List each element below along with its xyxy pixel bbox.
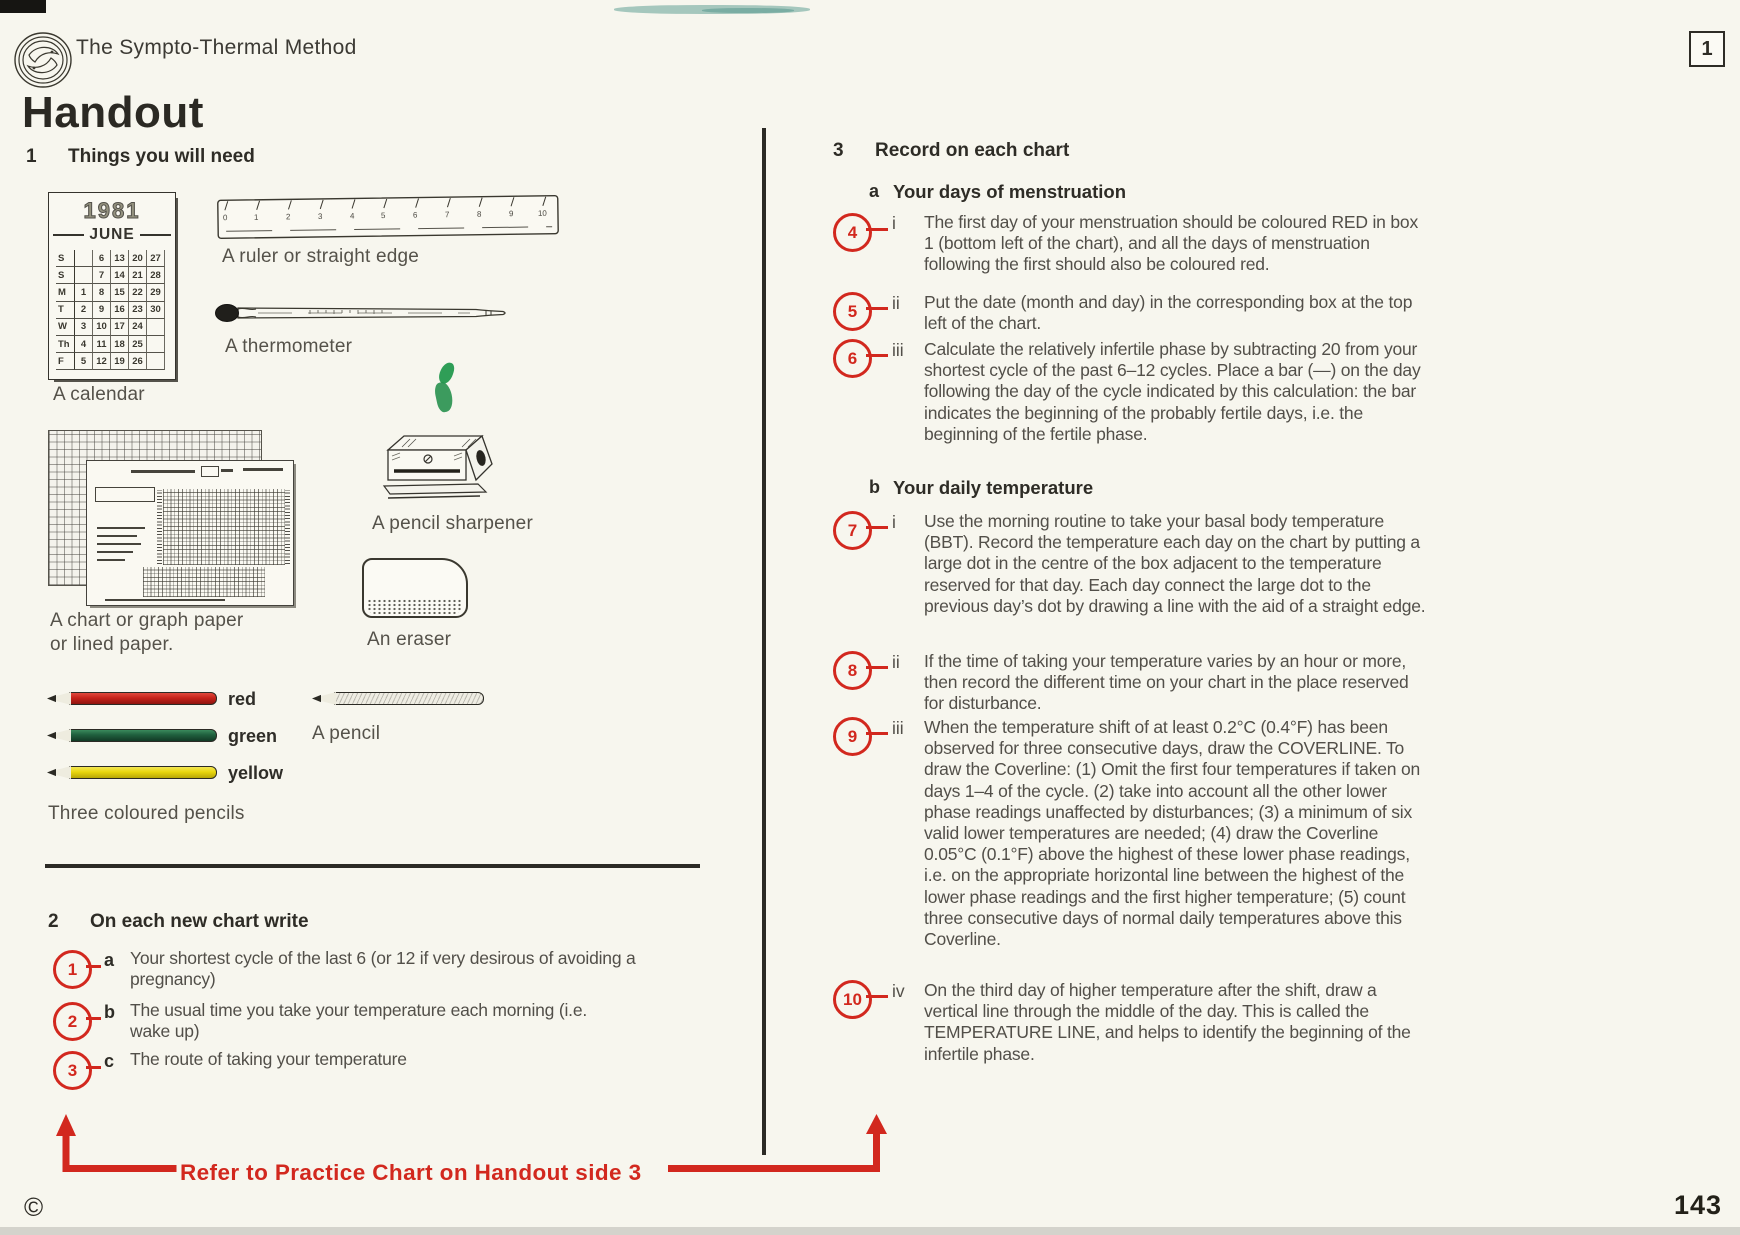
page-title: Handout (22, 88, 204, 137)
item-numeral-iv: iv (892, 981, 905, 1001)
arrow-up-left-icon (54, 1114, 178, 1178)
calendar-grid: S 6 13 20 27 S 7 14 21 28 M 1 8 15 22 29 T 2 9 16 23 30 W 3 10 17 24 Th 4 11 18 25 F 5 12 19 26 (56, 250, 165, 370)
green-pencil-illustration (47, 729, 217, 742)
pencil-illustration (312, 692, 484, 705)
handout-side-number: 1 (1689, 31, 1725, 67)
thermometer-caption: A thermometer (225, 336, 353, 357)
svg-text:5: 5 (380, 211, 386, 221)
item-text-8: If the time of taking your temperature varies by an hour or more, then record the different time on your chart in the place reserved for disturbance. (924, 651, 1409, 714)
item-numeral-ii: ii (892, 652, 900, 672)
item-numeral-ii: ii (892, 293, 900, 313)
pencil-caption: A pencil (312, 723, 381, 744)
green-pencil-label: green (228, 726, 278, 746)
svg-text:2: 2 (285, 212, 291, 222)
svg-text:10: 10 (537, 208, 547, 218)
arrow-up-right-icon (668, 1114, 892, 1178)
pencil-sharpener-illustration (380, 426, 498, 510)
step-badge-1: 1 (53, 950, 92, 989)
badge-dash (866, 995, 888, 998)
yellow-pencil-illustration (47, 766, 217, 779)
badge-dash (866, 354, 888, 357)
item-text-5: Put the date (month and day) in the corresponding box at the top left of the chart. (924, 292, 1413, 334)
eraser-caption: An eraser (367, 629, 452, 650)
item-text-9: When the temperature shift of at least 0.2°C (0.4°F) has been observed for three consecutive days, draw the COVERLINE. To draw the Coverline: (1) Omit the first four temperatures if taken on days 1–4 of the cycle. (2) take into account all the other lower phase readings unaffected by disturbances; (3) a minimum of six valid lower temperatures are needed; (4) draw the Coverline 0.05°C (0.1°F) above the highest of these lower phase readings, i.e. on the appropriate horizontal line between the highest of the lower phase readings and the first higher temperature; (5) count three consecutive days of normal daily temperatures above this Coverline. (924, 717, 1421, 950)
item-text-7: Use the morning routine to take your basal body temperature (BBT). Record the temperature each day on the chart by putting a large dot in the centre of the box adjacent to the temperature reserved for that day. Each day connect the large dot to the previous day’s dot by drawing a line with the aid of a straight edge. (924, 511, 1426, 616)
document-brand-title: The Sympto-Thermal Method (76, 36, 357, 59)
subsection-a-letter: a (869, 181, 880, 201)
svg-text:0: 0 (222, 213, 228, 223)
scan-artifact-bar (0, 0, 46, 13)
chart-caption-line1: A chart or graph paper (50, 610, 244, 631)
badge-dash (866, 666, 888, 669)
item-text-6: Calculate the relatively infertile phase by subtracting 20 from your shortest cycle of the past 6–12 cycles. Place a bar (—) on the day following the day of the cycle indicated by this calculation: the bar indicates the beginning of the probably fertile days, i.e. the beginning of the fertile phase. (924, 339, 1421, 444)
item-text-10: On the third day of higher temperature after the shift, draw a vertical line through the middle of the day. This is called the TEMPERATURE LINE, and helps to identify the beginning of the infertile phase. (924, 980, 1411, 1064)
ink-splotch-artifact (434, 362, 458, 416)
yellow-pencil-label: yellow (228, 763, 284, 783)
step-badge-8: 8 (833, 651, 872, 690)
step-badge-6: 6 (833, 339, 872, 378)
item-letter-b: b (104, 1002, 115, 1022)
svg-text:3: 3 (317, 211, 323, 221)
item-numeral-i: i (892, 213, 896, 233)
scan-edge-strip (0, 1227, 1740, 1235)
item-letter-a: a (104, 950, 115, 970)
section-3-number: 3 (833, 140, 844, 161)
sharpener-caption: A pencil sharpener (372, 513, 533, 534)
item-numeral-iii: iii (892, 340, 904, 360)
step-badge-5: 5 (833, 292, 872, 331)
ruler-illustration (216, 192, 560, 244)
svg-text:8: 8 (476, 209, 482, 219)
thermometer-illustration (214, 300, 510, 326)
svg-text:6: 6 (412, 210, 418, 220)
item-letter-c: c (104, 1051, 115, 1071)
calendar-month: JUNE (53, 226, 171, 244)
calendar-caption: A calendar (53, 384, 145, 405)
step-badge-3: 3 (53, 1051, 92, 1090)
item-numeral-iii: iii (892, 718, 904, 738)
step-badge-2: 2 (53, 1002, 92, 1041)
section-2-number: 2 (48, 911, 59, 932)
copyright-mark: © (24, 1192, 44, 1222)
calendar-illustration (48, 192, 176, 380)
svg-text:1: 1 (253, 212, 259, 222)
svg-text:7: 7 (444, 210, 450, 220)
chart-caption-line2: or lined paper. (50, 634, 174, 655)
badge-dash (866, 307, 888, 310)
step-badge-9: 9 (833, 717, 872, 756)
svg-text:9: 9 (508, 209, 514, 219)
coloured-pencils-caption: Three coloured pencils (48, 803, 245, 824)
badge-dash (866, 526, 888, 529)
section-divider (45, 864, 700, 868)
item-numeral-i: i (892, 512, 896, 532)
subsection-a-title: Your days of menstruation (893, 181, 1126, 202)
chart-sheet (86, 460, 294, 606)
calendar-year: 1981 (83, 198, 141, 223)
item-text-4: The first day of your menstruation should be coloured RED in box 1 (bottom left of the chart), and all the days of menstruation following the first should also be coloured red. (924, 212, 1418, 275)
badge-dash (866, 228, 888, 231)
step-badge-10: 10 (833, 980, 872, 1019)
ruler-caption: A ruler or straight edge (222, 246, 420, 267)
subsection-b-title: Your daily temperature (893, 477, 1094, 498)
section-3-title: Record on each chart (875, 140, 1070, 161)
step-badge-7: 7 (833, 511, 872, 550)
step-badge-4: 4 (833, 213, 872, 252)
red-pencil-illustration (47, 692, 217, 705)
column-divider (762, 128, 766, 1155)
badge-dash (86, 1017, 101, 1020)
badge-dash (866, 732, 888, 735)
red-pencil-label: red (228, 689, 257, 709)
brand-logo-icon (12, 31, 74, 91)
section-2-title: On each new chart write (90, 911, 309, 932)
refer-note: Refer to Practice Chart on Handout side 3 (180, 1160, 642, 1185)
page-number: 143 (1674, 1190, 1723, 1220)
eraser-illustration (362, 558, 468, 618)
item-text-c: The route of taking your temperature (130, 1049, 407, 1069)
badge-dash (86, 1066, 101, 1069)
svg-text:4: 4 (349, 211, 355, 221)
section-1-title: Things you will need (68, 146, 255, 167)
subsection-b-letter: b (869, 477, 880, 497)
item-text-b: The usual time you take your temperature each morning (i.e. wake up) (130, 1000, 588, 1042)
section-1-number: 1 (26, 146, 37, 167)
scan-artifact-smudge (702, 8, 794, 13)
badge-dash (86, 965, 101, 968)
item-text-a: Your shortest cycle of the last 6 (or 12 if very desirous of avoiding a pregnancy) (130, 948, 636, 990)
